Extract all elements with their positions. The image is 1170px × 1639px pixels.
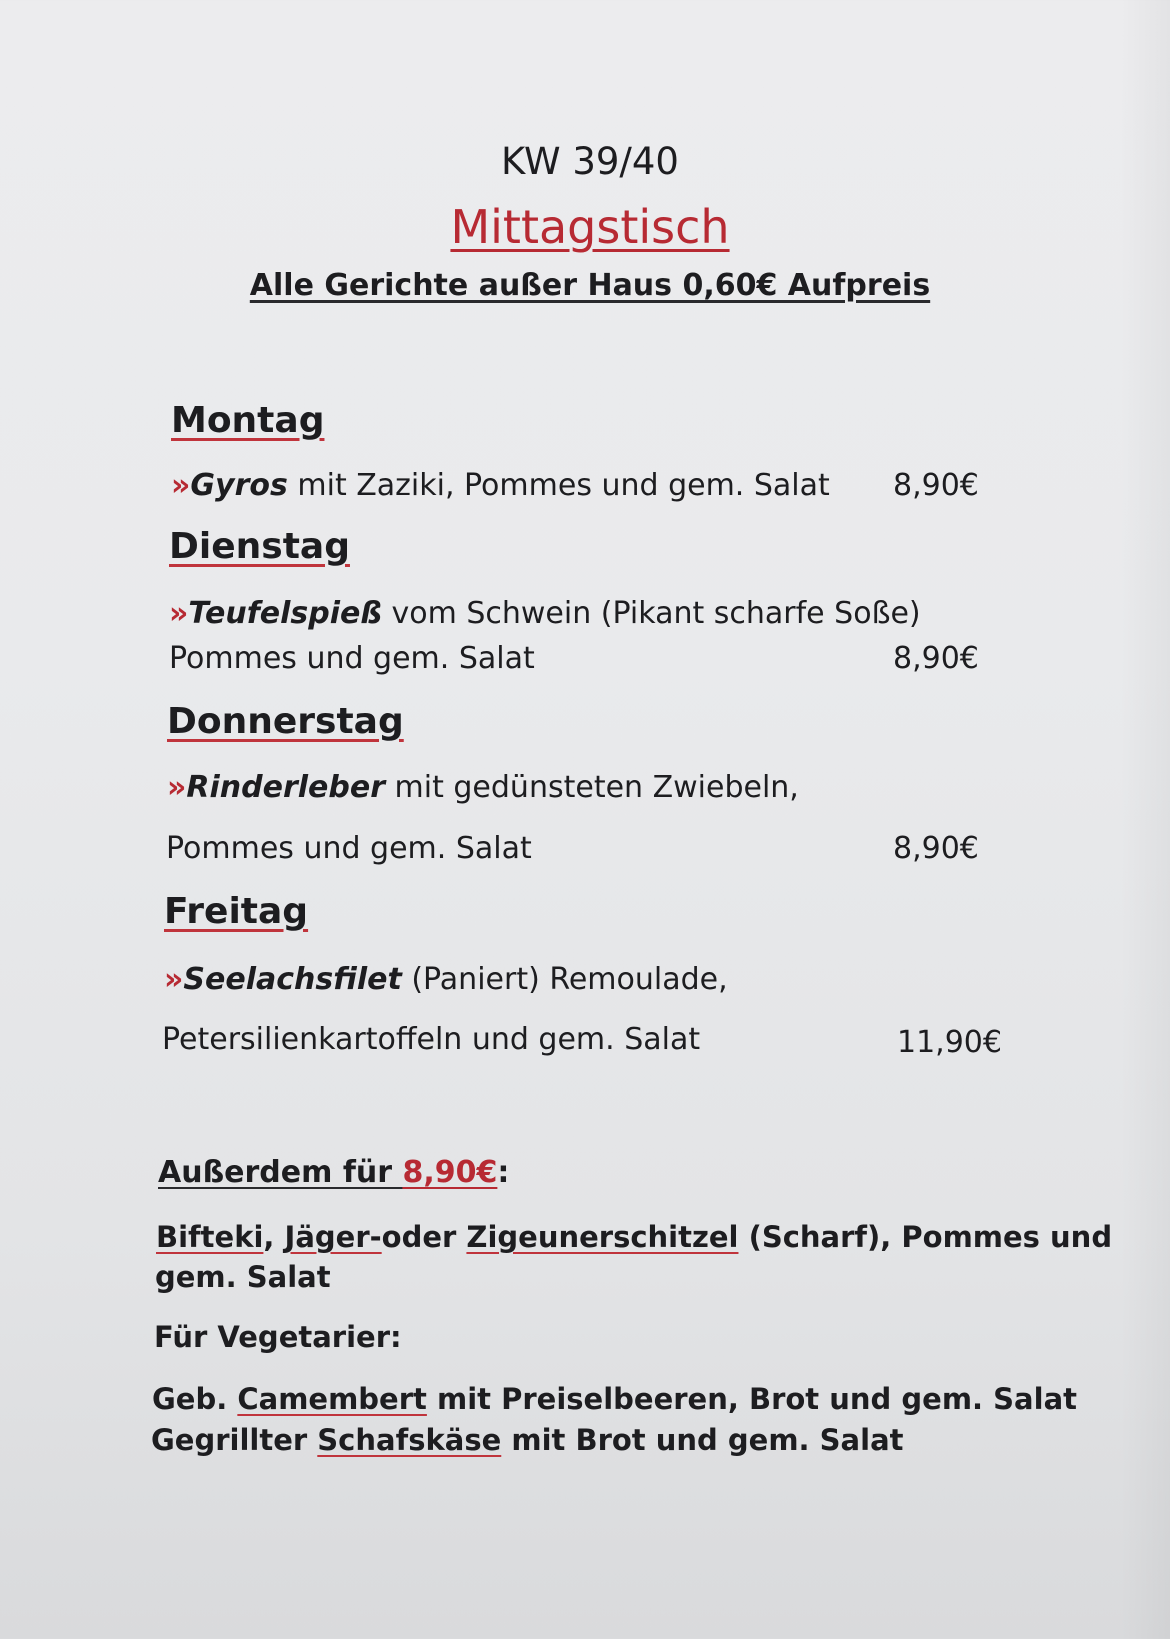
bullet-arrow: » [167, 770, 187, 805]
extras-line-1-rest: (Scharf), Pommes und [738, 1220, 1113, 1254]
extras-heading-colon: : [497, 1155, 510, 1190]
dish-line-dienstag [169, 596, 921, 631]
conjunction: oder [381, 1220, 467, 1254]
bifteki-label: Bifteki [156, 1220, 264, 1254]
page-title [0, 200, 1170, 254]
dish-description: mit Zaziki, Pommes und gem. Salat [287, 468, 830, 503]
veg2-rest: mit Brot und gem. Salat [501, 1423, 904, 1457]
dish-description: vom Schwein (Pikant scharfe Soße) [381, 596, 921, 631]
day-heading-dienstag: Dienstag [169, 526, 350, 567]
vegetarian-line-2 [151, 1423, 904, 1457]
title-text: Mittagstisch [450, 200, 730, 254]
dish-sides-freitag: Petersilienkartoffeln und gem. Salat [162, 1022, 701, 1057]
day-heading-freitag: Freitag [164, 891, 309, 932]
dish-name: Rinderleber [186, 770, 385, 805]
extras-heading-label: Außerdem für [158, 1155, 403, 1190]
bullet-arrow: » [169, 596, 189, 631]
price-montag: 8,90€ [893, 468, 979, 503]
dish-name: Teufelspieß [188, 596, 382, 631]
dish-line-montag [171, 468, 830, 503]
bullet-arrow: » [164, 962, 184, 997]
dish-line-donnerstag [167, 770, 799, 805]
bullet-arrow: » [171, 468, 191, 503]
dish-name: Gyros [190, 468, 288, 503]
day-heading-donnerstag: Donnerstag [167, 701, 404, 742]
extras-heading-price: 8,90€ [402, 1155, 498, 1190]
price-dienstag: 8,90€ [893, 641, 979, 676]
veg2-prefix: Gegrillter [151, 1423, 318, 1457]
extras-line-1 [156, 1220, 1112, 1254]
day-heading-montag: Montag [171, 400, 325, 441]
extras-line-2: gem. Salat [155, 1260, 331, 1294]
jaeger-label: Jäger- [284, 1220, 382, 1254]
takeaway-surcharge-note: Alle Gerichte außer Haus 0,60€ Aufpreis [249, 268, 931, 303]
dish-sides-donnerstag: Pommes und gem. Salat [166, 831, 532, 866]
dish-description: (Paniert) Remoulade, [401, 962, 728, 997]
vegetarian-line-1 [152, 1382, 1077, 1416]
zigeunerschnitzel-label: Zigeunerschitzel [466, 1220, 739, 1254]
dish-sides-dienstag: Pommes und gem. Salat [169, 641, 535, 676]
camembert-label: Camembert [237, 1382, 427, 1416]
veg1-rest: mit Preiselbeeren, Brot und gem. Salat [426, 1382, 1077, 1416]
dish-name: Seelachsfilet [183, 962, 402, 997]
vegetarian-heading: Für Vegetarier: [154, 1320, 402, 1354]
veg1-prefix: Geb. [152, 1382, 238, 1416]
week-label: KW 39/40 [501, 140, 679, 183]
dish-line-freitag [164, 962, 728, 997]
price-donnerstag: 8,90€ [893, 831, 979, 866]
separator: , [263, 1220, 285, 1254]
schafskaese-label: Schafskäse [317, 1423, 502, 1457]
price-freitag: 11,90€ [897, 1025, 1002, 1060]
dish-description: mit gedünsteten Zwiebeln, [385, 770, 799, 805]
extras-heading [158, 1155, 509, 1190]
